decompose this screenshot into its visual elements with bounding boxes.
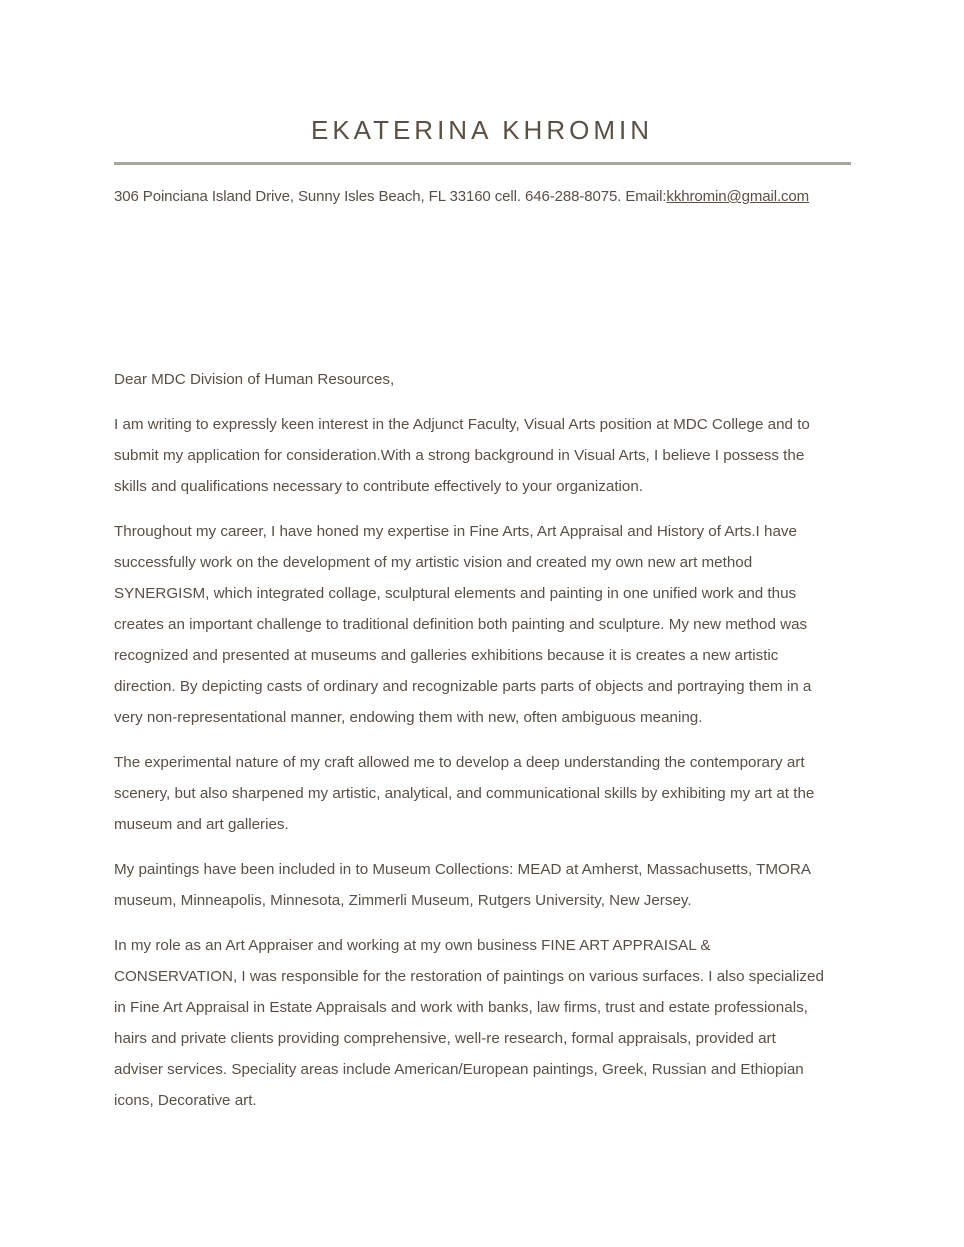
paragraph-line: submit my application for consideration.With a strong background in Visual Arts, I believe I possess the <box>114 447 805 464</box>
letter-paragraph <box>114 854 851 916</box>
paragraph-line: The experimental nature of my craft allowed me to develop a deep understanding the contemporary art <box>114 754 805 771</box>
paragraph-line: museum, Minneapolis, Minnesota, Zimmerli Museum, Rutgers University, New Jersey. <box>114 892 692 909</box>
paragraph-line: I am writing to expressly keen interest in the Adjunct Faculty, Visual Arts position at MDC College and to <box>114 416 810 433</box>
email-link[interactable]: kkhromin@gmail.com <box>666 188 810 205</box>
letter-paragraph <box>114 516 851 733</box>
paragraph-line: CONSERVATION, I was responsible for the restoration of paintings on various surfaces. I also specialized <box>114 968 824 985</box>
contact-line <box>114 187 851 207</box>
paragraph-line: successfully work on the development of my artistic vision and created my own new art method <box>114 554 753 571</box>
salutation <box>114 364 851 395</box>
letter-paragraph <box>114 409 851 502</box>
paragraph-line: in Fine Art Appraisal in Estate Appraisals and work with banks, law firms, trust and estate professionals, <box>114 999 808 1016</box>
paragraph-line: SYNERGISM, which integrated collage, sculptural elements and painting in one unified work and thus <box>114 585 797 602</box>
paragraph-line: My paintings have been included in to Museum Collections: MEAD at Amherst, Massachusetts, TMORA <box>114 861 811 878</box>
paragraph-line: adviser services. Speciality areas include American/European paintings, Greek, Russian and Ethiopian <box>114 1061 804 1078</box>
paragraph-line: direction. By depicting casts of ordinary and recognizable parts parts of objects and portraying them in a <box>114 678 812 695</box>
paragraph-line: scenery, but also sharpened my artistic, analytical, and communicational skills by exhibiting my art at the <box>114 785 815 802</box>
paragraph-line: very non-representational manner, endowing them with new, often ambiguous meaning. <box>114 709 703 726</box>
paragraph-line: icons, Decorative art. <box>114 1092 257 1109</box>
contact-details: 306 Poinciana Island Drive, Sunny Isles Beach, FL 33160 cell. 646-288-8075. Email: <box>114 188 667 205</box>
letter-paragraphs <box>114 409 851 1116</box>
paragraph-line: museum and art galleries. <box>114 816 289 833</box>
paragraph-line: skills and qualifications necessary to contribute effectively to your organization. <box>114 478 644 495</box>
letter-body <box>114 364 851 1130</box>
applicant-name: EKATERINA KHROMIN <box>310 115 653 145</box>
header-divider <box>114 162 851 165</box>
paragraph-line: In my role as an Art Appraiser and working at my own business FINE ART APPRAISAL & <box>114 937 711 954</box>
salutation-text: Dear MDC Division of Human Resources, <box>114 371 395 388</box>
letter-paragraph <box>114 747 851 840</box>
paragraph-line: recognized and presented at museums and galleries exhibitions because it is creates a new artistic <box>114 647 779 664</box>
paragraph-line: hairs and private clients providing comprehensive, well-re research, formal appraisals, provided art <box>114 1030 776 1047</box>
paragraph-line: Throughout my career, I have honed my expertise in Fine Arts, Art Appraisal and History of Arts.I have <box>114 523 797 540</box>
paragraph-line: creates an important challenge to traditional definition both painting and sculpture. My new method was <box>114 616 808 633</box>
letter-paragraph <box>114 930 851 1116</box>
